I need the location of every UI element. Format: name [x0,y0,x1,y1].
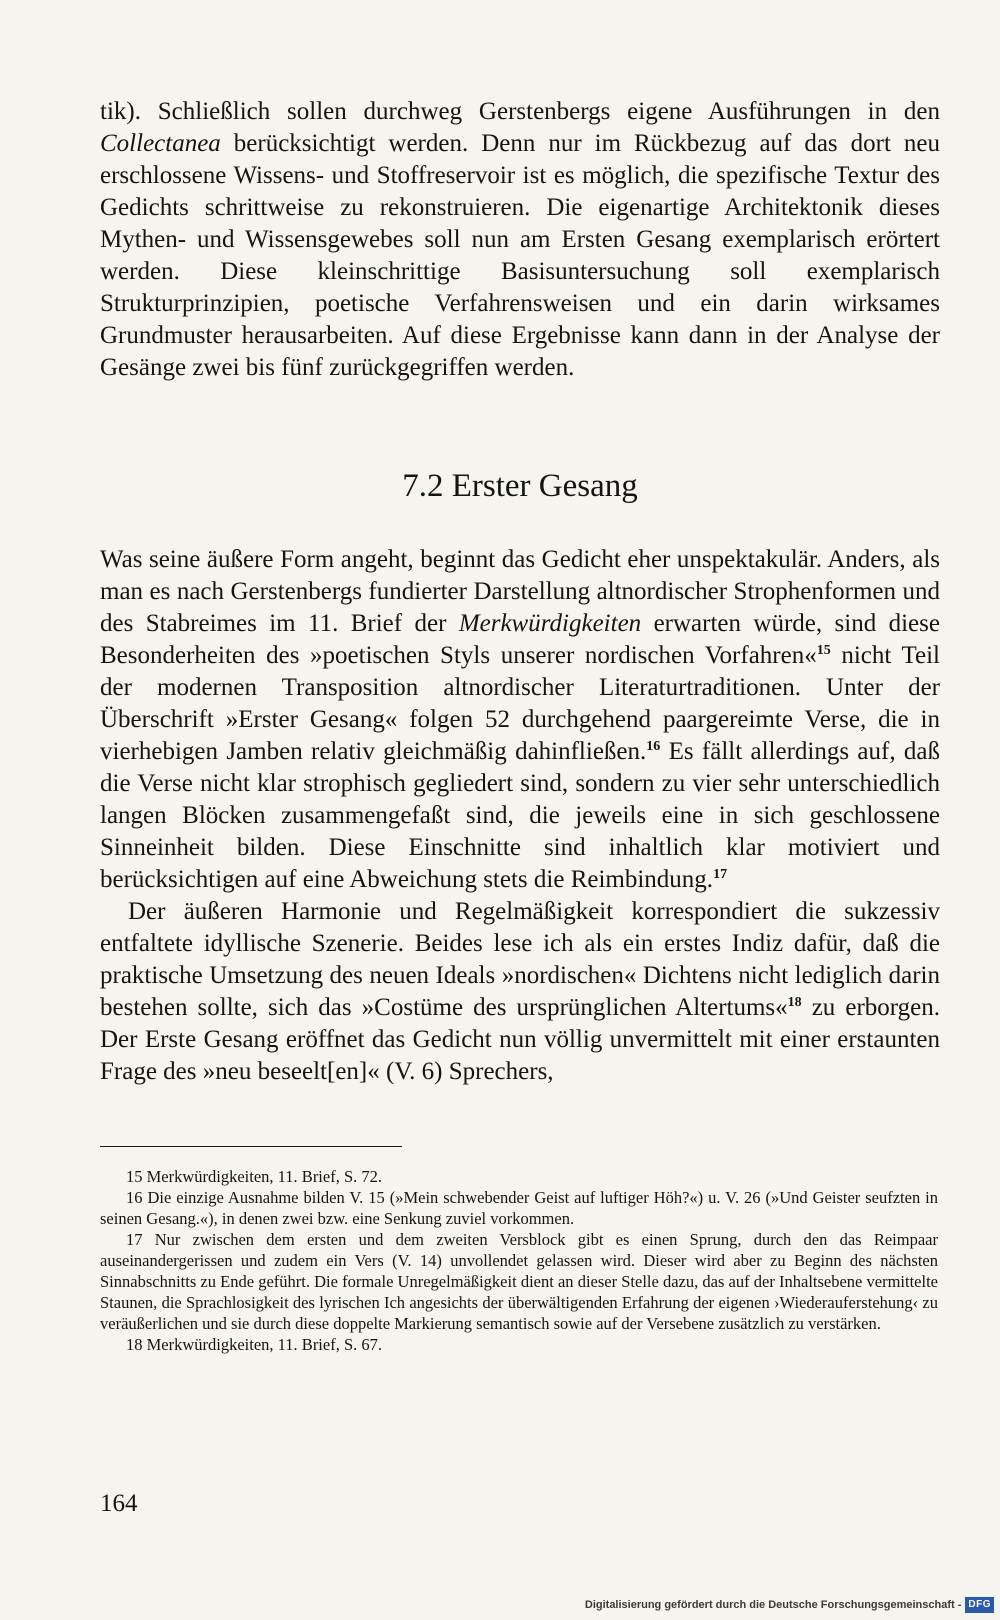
footnote-divider [100,1146,402,1147]
intro-paragraph [100,96,940,384]
footnote-ref-18: 18 [787,995,802,1010]
footnote-17: 17 Nur zwischen dem ersten und dem zweiten Versblock gibt es einen Sprung, durch den das Reimpaar auseinandergerissen und zudem ein Vers (V. 14) unvollendet gelassen wird. Dieser wird aber zu Beginn des nächsten Sinnabschnitts zu Ende geführt. Die formale Unregelmäßigkeit dient an dieser Stelle dazu, das auf der Inhaltsebene vermittelte Staunen, die Sprachlosigkeit des lyrischen Ich angesichts der überwältigenden Erfahrung der eigenen ›Wiederauferstehung‹ zu veräußerlichen und sie durch diese doppelte Markierung semantisch sowie auf der Versebene zusätzlich zu verstärken. [100,1230,938,1333]
paragraph-1-part-c: nicht Teil der modernen Transposition altnordischer Literaturtraditionen. Unter der Überschrift »Erster Gesang« folgen 52 durchgehend paargereimte Verse, die in vierhebigen Jamben relativ gleichmäßig dahinfließen. [100,642,940,765]
footnote-ref-15: 15 [816,643,831,658]
paragraph-1-part-a: Was seine äußere Form angeht, beginnt das Gedicht eher unspektakulär. Anders, als man es nach Gerstenbergs fundierter Darstellung altnordischer Strophenformen und des Stabreimes im 11. Brief der [100,546,940,637]
paragraph-1-part-b: erwarten würde, sind diese Besonderheiten des »poetischen Styls unserer nordischen Vorfahren« [100,610,940,669]
footnote-ref-16: 16 [646,739,661,754]
paragraph-1-italic-title: Merkwürdigkeiten [458,610,642,637]
banner-text: Digitalisierung gefördert durch die Deutsche Forschungsgemeinschaft - [584,1599,962,1611]
footnote-ref-17: 17 [713,867,728,882]
footnote-15: 15 Merkwürdigkeiten, 11. Brief, S. 72. [126,1167,383,1186]
page-number: 164 [100,1490,138,1517]
paragraph-2 [100,896,940,1088]
intro-text [100,96,940,384]
intro-italic-title: Collectanea [100,130,221,157]
section-heading: 7.2 Erster Gesang [402,468,638,504]
section-body [100,544,940,1088]
intro-text-part2: berücksichtigt werden. Denn nur im Rückbezug auf das dort neu erschlossene Wissens- und Stoffreservoir ist es möglich, die spezifische Textur des Gedichts schrittweise zu rekonstruieren. Die eigenartige Architektonik dieses Mythen- und Wissensgewebes soll nun am Ersten Gesang exemplarisch erörtert werden. Diese kleinschrittige Basisuntersuchung soll exemplarisch Strukturprinzipien, poetische Verfahrensweisen und ein darin wirksames Grundmuster herausarbeiten. Auf diese Ergebnisse kann dann in der Analyse der Gesänge zwei bis fünf zurückgegriffen werden. [100,130,940,381]
dfg-logo-icon: DFG [965,1597,994,1613]
paragraph-1-part-d: Es fällt allerdings auf, daß die Verse nicht klar strophisch gegliedert sind, sondern zu vier sehr unterschiedlich langen Blöcken zusammengefaßt sind, die jeweils eine in sich geschlossene Sinneinheit bilden. Diese Einschnitte sind inhaltlich klar motiviert und berücksichtigen auf eine Abweichung stets die Reimbindung. [100,738,940,893]
intro-text-part1: tik). Schließlich sollen durchweg Gerstenbergs eigene Ausführungen in den [100,98,940,125]
footnotes [100,1166,938,1355]
paragraph-2-part-b: zu erborgen. Der Erste Gesang eröffnet das Gedicht nun völlig unvermittelt mit einer erstaunten Frage des »neu beseelt[en]« (V. 6) Sprechers, [100,994,940,1085]
paragraph-1 [100,544,940,896]
paragraph-2-part-a: Der äußeren Harmonie und Regelmäßigkeit korrespondiert die sukzessiv entfaltete idyllische Szenerie. Beides lese ich als ein erstes Indiz dafür, daß die praktische Umsetzung des neuen Ideals »nordischen« Dichtens nicht lediglich darin bestehen sollte, sich das »Costüme des ursprünglichen Altertums« [100,898,940,1021]
footnote-16: 16 Die einzige Ausnahme bilden V. 15 (»Mein schwebender Geist auf luftiger Höh?«) u. V. 26 (»Und Geister seufzten in seinen Gesang.«), in denen zwei bzw. eine Senkung zuviel vorkommen. [100,1188,938,1228]
digitization-banner [585,1596,994,1614]
footnote-18: 18 Merkwürdigkeiten, 11. Brief, S. 67. [126,1335,383,1354]
